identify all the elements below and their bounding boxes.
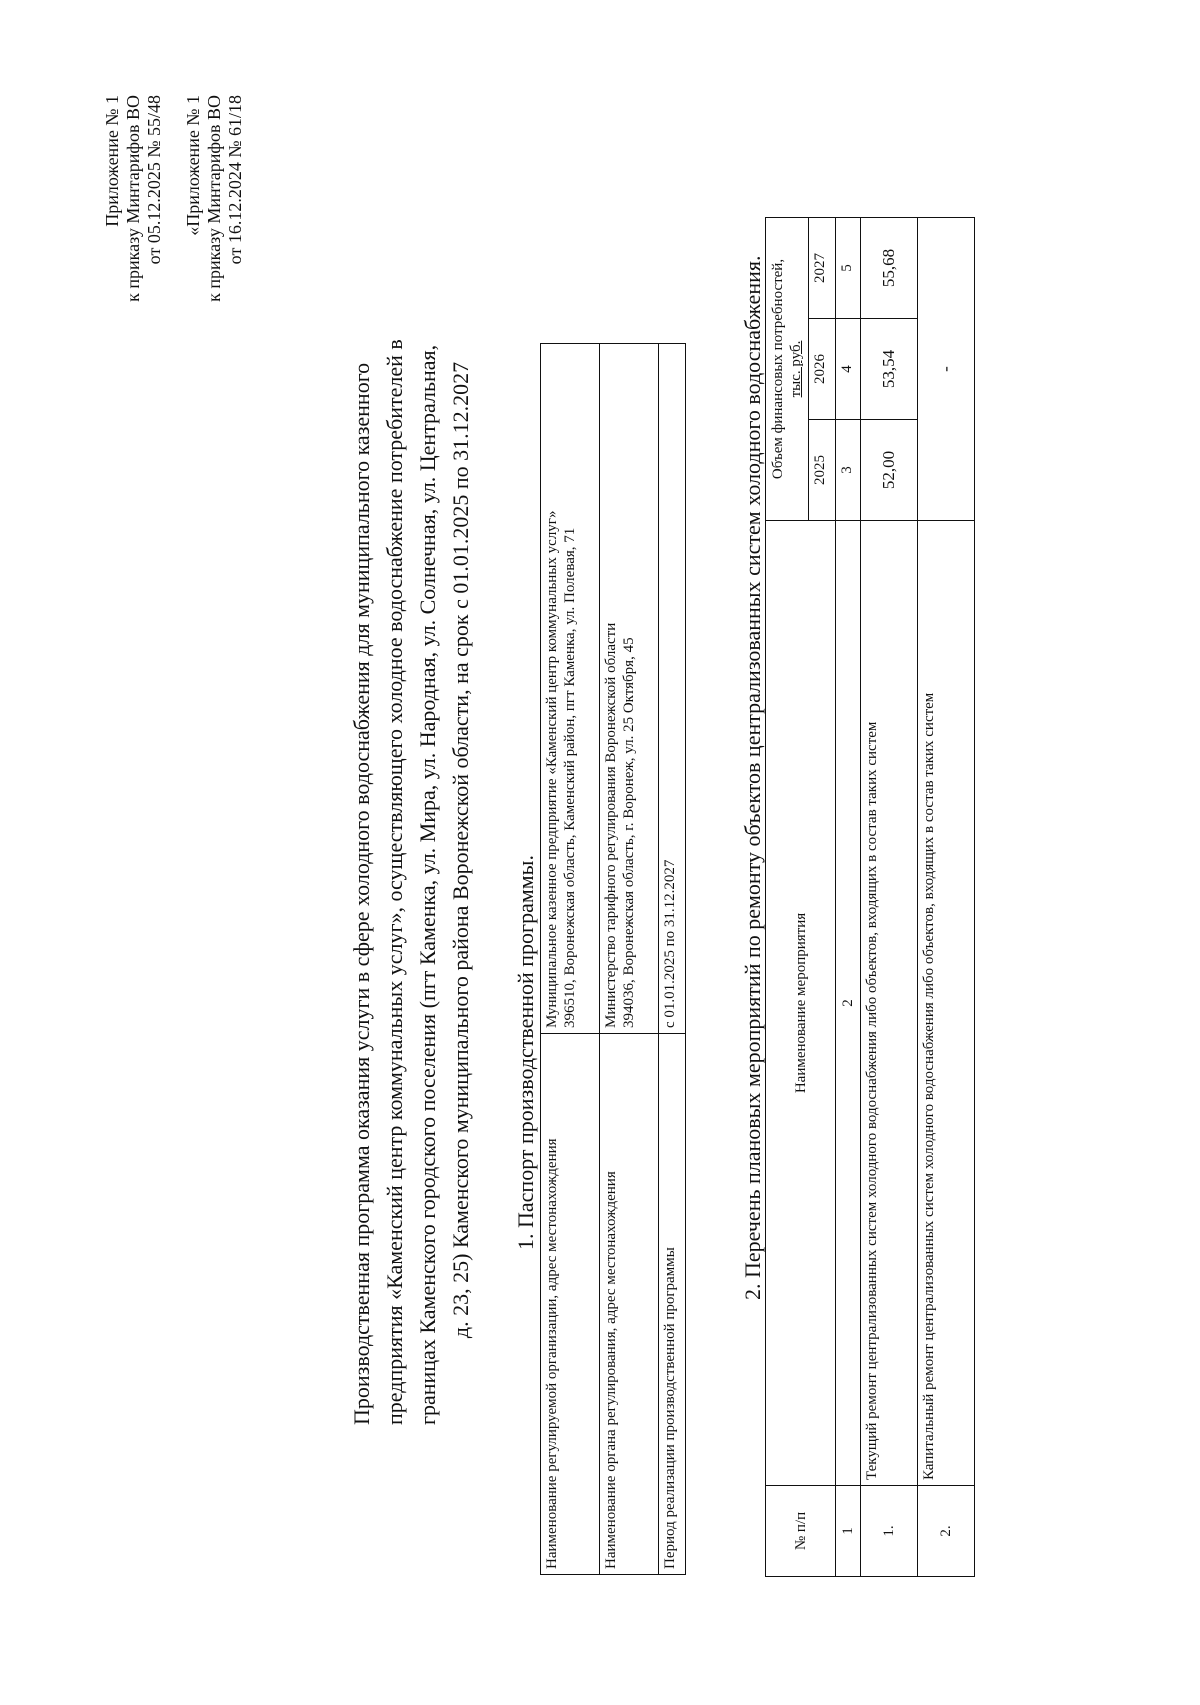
title-line1: Производственная программа оказания услуги в сфере холодного водоснабжения для муниципального казенного (349, 362, 374, 1425)
appendix-old-line2: к приказу Минтарифов ВО (204, 95, 224, 302)
passport-table (540, 343, 686, 1575)
repair-table (765, 217, 975, 1577)
passport-value-line1: с 01.01.2025 по 31.12.2027 (662, 859, 678, 1028)
passport-row (659, 344, 686, 1575)
header-row (766, 218, 809, 1577)
index-cell: 1 (836, 1486, 861, 1577)
passport-value-line1: Муниципальное казенное предприятие «Каменский центр коммунальных услуг» (544, 510, 560, 1028)
passport-row (541, 344, 600, 1575)
row-num: 1. (861, 1486, 918, 1577)
appendix-old-block (183, 95, 246, 302)
row-num: 2. (918, 1486, 975, 1577)
passport-key: Наименование регулируемой организации, адрес местонахождения (541, 1034, 600, 1575)
appendix-new-line1: Приложение № 1 (102, 95, 122, 227)
passport-value (600, 344, 659, 1034)
passport-value-line2: 396510, Воронежская область, Каменский район, пгт Каменка, ул. Полевая, 71 (562, 527, 578, 1028)
col-volume-unit: тыс. руб. (788, 340, 804, 398)
col-name-header: Наименование мероприятия (766, 521, 836, 1486)
title-line2: предприятия «Каменский центр коммунальных услуг», осуществляющего холодное водоснабжение потребителей в (382, 339, 407, 1425)
index-cell: 2 (836, 521, 861, 1486)
passport-key: Наименование органа регулирования, адрес местонахождения (600, 1034, 659, 1575)
passport-value (659, 344, 686, 1034)
section1-heading: 1. Паспорт производственной программы. (513, 855, 538, 1250)
passport-value (541, 344, 600, 1034)
appendix-old-line1: «Приложение № 1 (183, 95, 203, 236)
passport-value-line1: Министерство тарифного регулирования Воронежской области (603, 622, 619, 1028)
year-cell: 2026 (809, 319, 836, 420)
row-name: Текущий ремонт централизованных систем холодного водоснабжения либо объектов, входящих в состав таких систем (861, 521, 918, 1486)
passport-key: Период реализации производственной программы (659, 1034, 686, 1575)
passport-value-line2: 394036, Воронежская область, г. Воронеж, ул. 25 Октября, 45 (621, 637, 637, 1028)
appendix-new-line3: от 05.12.2025 № 55/48 (144, 95, 164, 265)
title-line4: д. 23, 25) Каменского муниципального района Воронежской области, на срок с 01.01.2025 по 31.12.2027 (448, 361, 473, 1339)
row-name: Капитальный ремонт централизованных систем холодного водоснабжения либо объектов, входящих в состав таких систем (918, 521, 975, 1486)
appendix-new-line2: к приказу Минтарифов ВО (123, 95, 143, 302)
col-volume-header (766, 218, 809, 521)
index-cell: 5 (836, 218, 861, 319)
table-row (918, 218, 975, 1577)
row-value-merged: - (918, 218, 975, 521)
year-cell: 2025 (809, 420, 836, 521)
passport-row (600, 344, 659, 1575)
row-value-2027: 55,68 (861, 218, 918, 319)
section2-heading: 2. Перечень плановых мероприятий по ремонту объектов централизованных систем холодного водоснабжения. (740, 255, 765, 1300)
col-num-header: № п/п (766, 1486, 836, 1577)
document-title (345, 275, 477, 1425)
table-row (861, 218, 918, 1577)
index-cell: 3 (836, 420, 861, 521)
index-cell: 4 (836, 319, 861, 420)
row-value-2025: 52,00 (861, 420, 918, 521)
title-line3: границах Каменского городского поселения (пгт Каменка, ул. Мира, ул. Народная, ул. Солнечная, ул. Центральная, (415, 344, 440, 1425)
year-cell: 2027 (809, 218, 836, 319)
index-row (836, 218, 861, 1577)
col-volume-title: Объем финансовых потребностей, (770, 258, 786, 480)
appendix-new-block (102, 95, 165, 302)
appendix-old-line3: от 16.12.2024 № 61/18 (225, 95, 245, 265)
row-value-2026: 53,54 (861, 319, 918, 420)
